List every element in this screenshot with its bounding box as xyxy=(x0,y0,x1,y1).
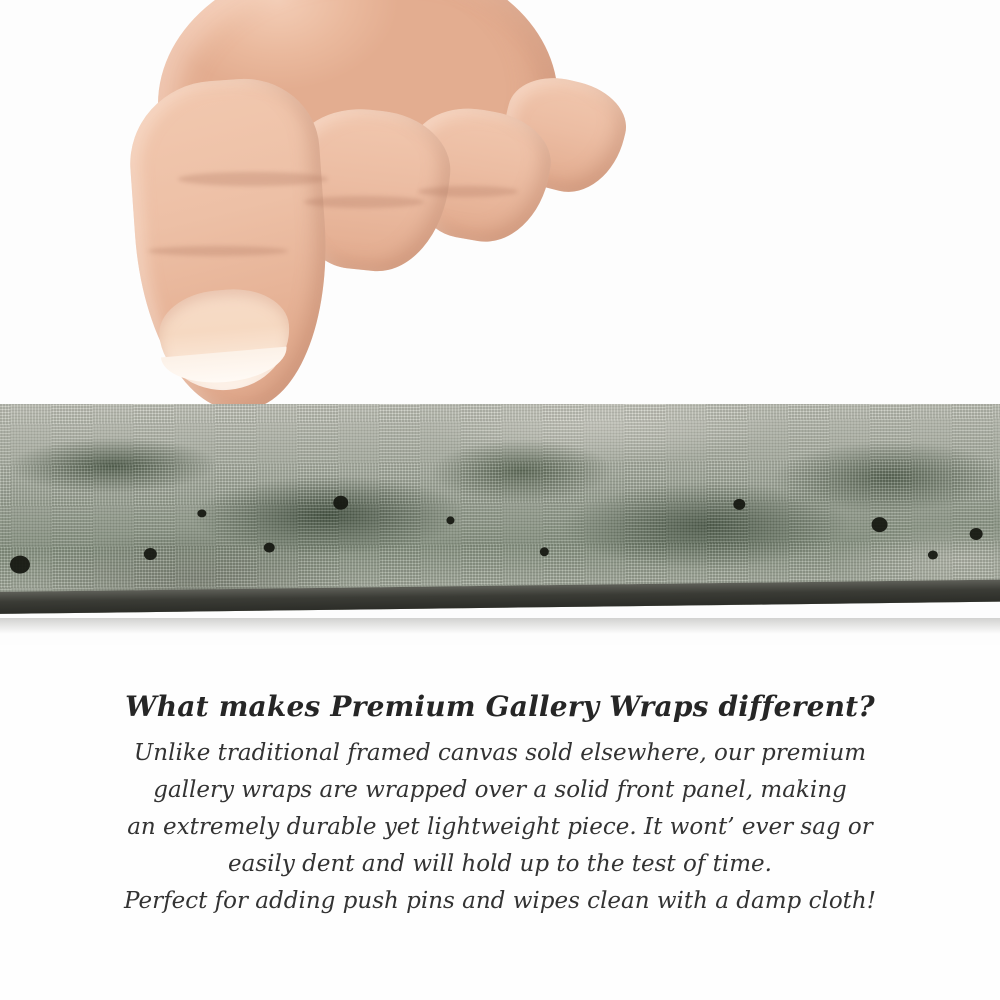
canvas-speck xyxy=(197,509,206,517)
canvas-speck xyxy=(871,517,887,532)
canvas-drop-shadow xyxy=(0,618,1000,634)
caption-line: Perfect for adding push pins and wipes clean with a damp cloth! xyxy=(124,888,876,914)
caption-line: gallery wraps are wrapped over a solid front panel, making xyxy=(153,777,847,803)
canvas-speck xyxy=(928,550,938,559)
caption-block xyxy=(0,690,1000,920)
canvas-speck xyxy=(733,499,745,510)
canvas-speck xyxy=(264,543,275,553)
canvas-speck xyxy=(333,496,348,510)
knuckle-crease xyxy=(304,196,424,208)
canvas-speck xyxy=(540,547,549,556)
finger-crease xyxy=(148,246,288,256)
canvas-speck xyxy=(10,556,30,574)
canvas-speck xyxy=(144,548,157,560)
hand-icon xyxy=(118,0,558,430)
canvas-speck xyxy=(446,516,454,524)
knuckle-crease xyxy=(418,186,518,197)
caption-line: an extremely durable yet lightweight piece. It wont’ ever sag or xyxy=(127,814,873,840)
canvas-edge-icon xyxy=(0,404,1000,619)
knuckle-crease xyxy=(178,172,328,186)
caption-line: easily dent and will hold up to the test of time. xyxy=(228,851,772,877)
caption-line: Unlike traditional framed canvas sold elsewhere, our premium xyxy=(133,740,867,766)
caption-title: What makes Premium Gallery Wraps different? xyxy=(125,690,875,723)
canvas-speck xyxy=(970,528,983,540)
